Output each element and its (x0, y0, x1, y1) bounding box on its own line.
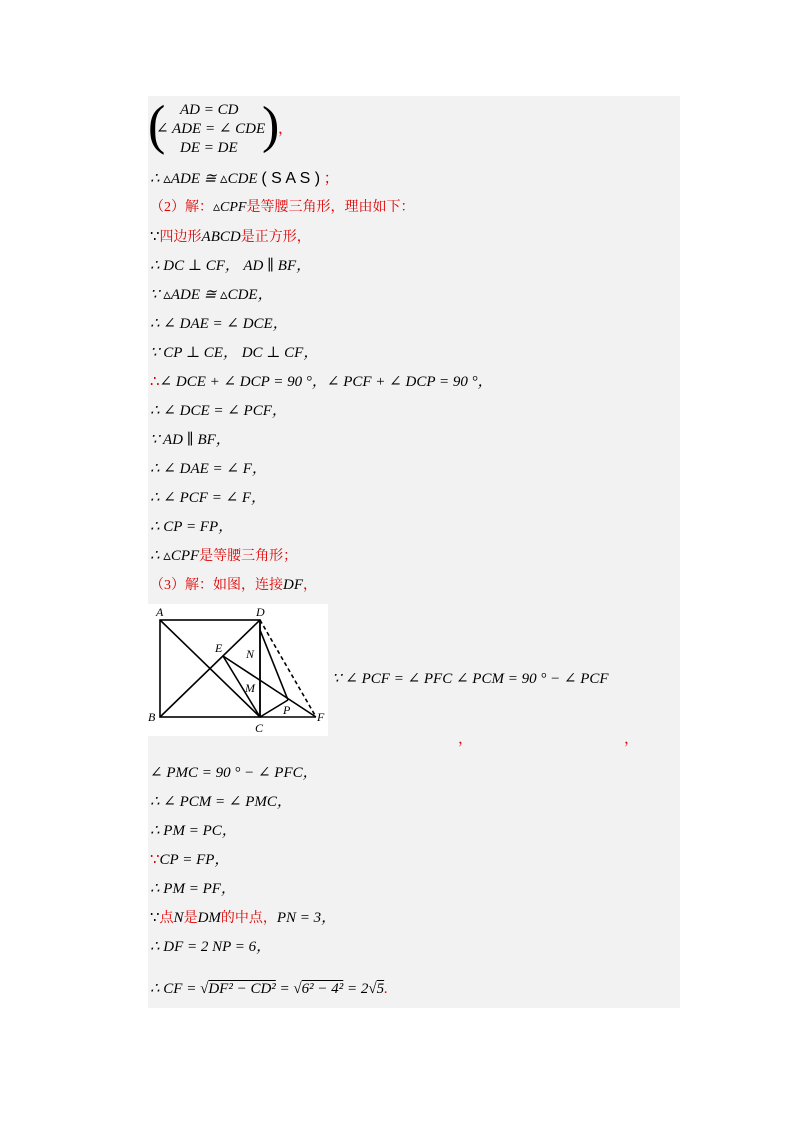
line-23: ∴ DF = 2 NP = 6， (150, 939, 272, 955)
line-13: ∴ CP = FP， (150, 519, 234, 535)
line-square: ∵四边形ABCD是正方形， (150, 229, 311, 245)
label-d: D (256, 605, 265, 619)
label-c: C (255, 721, 264, 735)
line-18: ∴ ∠ PCM = ∠ PMC， (150, 794, 292, 810)
part2-heading: （2）解：▵CPF是等腰三角形，理由如下： (150, 200, 415, 215)
label-e: E (215, 641, 223, 655)
label-b: B (148, 710, 156, 724)
system-tail: ， (278, 121, 294, 137)
line-16-comma-2: ， (624, 731, 640, 747)
line-12: ∴ ∠ PCF = ∠ F， (150, 490, 267, 506)
geometry-figure (148, 604, 328, 736)
line-10: ∵ AD ∥ BF， (150, 432, 231, 448)
label-f: F (317, 710, 325, 724)
label-m: M (245, 681, 255, 695)
line-17: ∠ PMC = 90 ° − ∠ PFC， (150, 765, 318, 781)
line-congruence: ∴ ▵ADE ≅ ▵CDE ( S A S ) ； (150, 170, 339, 187)
left-brace: ( (148, 95, 166, 156)
part3-heading: （3）解：如图，连接DF， (150, 577, 317, 593)
segment-ef (223, 656, 316, 717)
line-9: ∴ ∠ DCE = ∠ PCF， (150, 403, 287, 419)
line-16-comma-1: ， (458, 731, 474, 747)
line-16: ∵ ∠ PCF = ∠ PFC ∠ PCM = 90 ° − ∠ PCF (332, 671, 609, 687)
line-22: ∵点N是DM的中点，PN = 3， (150, 910, 337, 926)
line-14: ∴ ▵CPF是等腰三角形； (150, 548, 298, 564)
label-n: N (246, 647, 255, 661)
line-8: ∴∠ DCE + ∠ DCP = 90 °，∠ PCF + ∠ DCP = 90 °， (150, 374, 493, 390)
label-a: A (156, 605, 164, 619)
line-11: ∴ ∠ DAE = ∠ F， (150, 461, 267, 477)
line-24: ∴ CF = √DF² − CD² = √6² − 4² = 2√5. (150, 981, 388, 997)
line-7: ∵ CP ⊥ CE， DC ⊥ CF， (150, 345, 319, 361)
system-row-1: AD = CD (180, 102, 239, 118)
square-diagram (148, 604, 328, 736)
line-20: ∵CP = FP， (150, 852, 230, 868)
line-21: ∴ PM = PF， (150, 881, 236, 897)
system-row-3: DE = DE (180, 140, 238, 156)
line-4: ∴ DC ⊥ CF， AD ∥ BF， (150, 258, 312, 274)
line-6: ∴ ∠ DAE = ∠ DCE， (150, 316, 288, 332)
system-row-2: ∠ ADE = ∠ CDE (156, 121, 266, 137)
label-p: P (283, 703, 291, 717)
line-19: ∴ PM = PC， (150, 823, 237, 839)
line-5: ∵ ▵ADE ≅ ▵CDE， (150, 287, 273, 303)
right-brace: ) (262, 97, 280, 154)
